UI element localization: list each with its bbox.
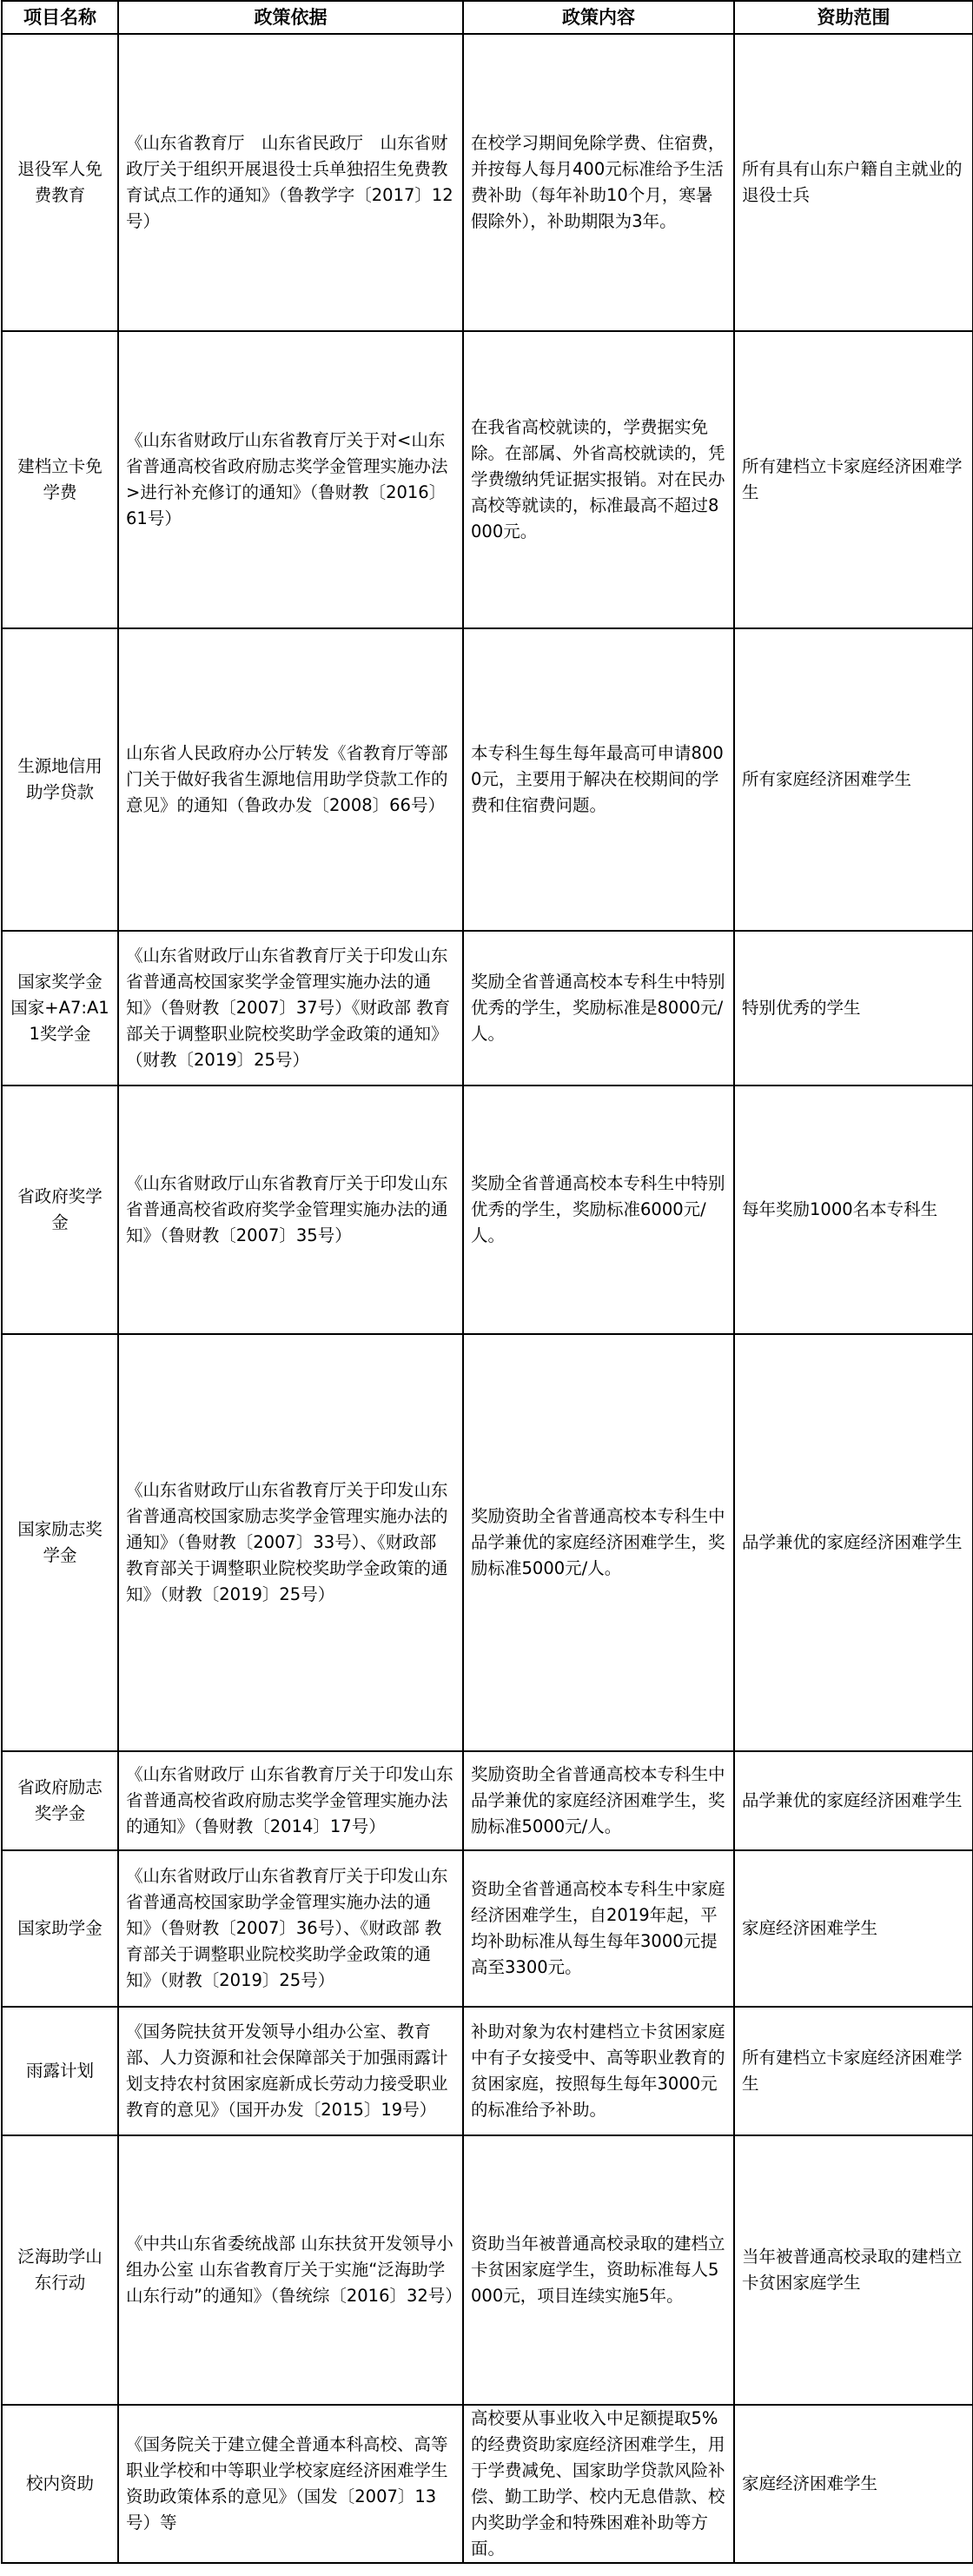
- project-name-cell: 国家助学金: [2, 1850, 118, 2007]
- table-row: [2, 1850, 973, 2007]
- policy-basis-cell: 《山东省财政厅山东省教育厅关于印发山东省普通高校省政府奖学金管理实施办法的通知》（鲁财教〔2007〕35号）: [118, 1086, 463, 1334]
- policy-table: [1, 0, 973, 2564]
- funding-scope-cell: 家庭经济困难学生: [734, 2405, 973, 2563]
- table-row: [2, 331, 973, 628]
- policy-basis-cell: 《山东省教育厅 山东省民政厅 山东省财政厅关于组织开展退役士兵单独招生免费教育试点工作的通知》（鲁教学字〔2017〕12号）: [118, 34, 463, 331]
- policy-basis-cell: 《中共山东省委统战部 山东扶贫开发领导小组办公室 山东省教育厅关于实施“泛海助学山东行动”的通知》（鲁统综〔2016〕32号）: [118, 2135, 463, 2405]
- policy-content-cell: 奖励资助全省普通高校本专科生中品学兼优的家庭经济困难学生，奖励标准5000元/人。: [463, 1334, 734, 1751]
- policy-content-cell: 奖励全省普通高校本专科生中特别优秀的学生，奖励标准6000元/人。: [463, 1086, 734, 1334]
- policy-content-cell: 资助当年被普通高校录取的建档立卡贫困家庭学生，资助标准每人5000元，项目连续实施5年。: [463, 2135, 734, 2405]
- policy-basis-cell: 《山东省财政厅山东省教育厅关于印发山东省普通高校国家励志奖学金管理实施办法的通知》（鲁财教〔2007〕33号）、《财政部 教育部关于调整职业院校奖助学金政策的通知》（财教〔2019〕25号）: [118, 1334, 463, 1751]
- policy-basis-cell: 《国务院关于建立健全普通本科高校、高等职业学校和中等职业学校家庭经济困难学生资助政策体系的意见》（国发〔2007〕13号）等: [118, 2405, 463, 2563]
- funding-scope-cell: 家庭经济困难学生: [734, 1850, 973, 2007]
- funding-scope-cell: 所有家庭经济困难学生: [734, 628, 973, 931]
- table-row: [2, 931, 973, 1086]
- policy-content-cell: 奖励全省普通高校本专科生中特别优秀的学生，奖励标准是8000元/人。: [463, 931, 734, 1086]
- policy-content-cell: 补助对象为农村建档立卡贫困家庭中有子女接受中、高等职业教育的贫困家庭，按照每生每年3000元的标准给予补助。: [463, 2007, 734, 2135]
- policy-content-cell: 在我省高校就读的，学费据实免除。在部属、外省高校就读的，凭学费缴纳凭证据实报销。对在民办高校等就读的，标准最高不超过8000元。: [463, 331, 734, 628]
- table-row: [2, 2007, 973, 2135]
- policy-basis-cell: 山东省人民政府办公厅转发《省教育厅等部门关于做好我省生源地信用助学贷款工作的意见》的通知（鲁政办发〔2008〕66号）: [118, 628, 463, 931]
- funding-scope-cell: 特别优秀的学生: [734, 931, 973, 1086]
- policy-basis-cell: 《国务院扶贫开发领导小组办公室、教育部、人力资源和社会保障部关于加强雨露计划支持农村贫困家庭新成长劳动力接受职业教育的意见》（国开办发〔2015〕19号）: [118, 2007, 463, 2135]
- policy-content-cell: 奖励资助全省普通高校本专科生中品学兼优的家庭经济困难学生，奖励标准5000元/人。: [463, 1751, 734, 1850]
- funding-scope-cell: 品学兼优的家庭经济困难学生: [734, 1751, 973, 1850]
- header-project-name: 项目名称: [2, 1, 118, 34]
- table-row: [2, 1751, 973, 1850]
- funding-scope-cell: 所有建档立卡家庭经济困难学生: [734, 2007, 973, 2135]
- table-row: [2, 628, 973, 931]
- table-row: [2, 1334, 973, 1751]
- funding-scope-cell: 当年被普通高校录取的建档立卡贫困家庭学生: [734, 2135, 973, 2405]
- project-name-cell: 国家奖学金国家+A7:A11奖学金: [2, 931, 118, 1086]
- policy-basis-cell: 《山东省财政厅山东省教育厅关于印发山东省普通高校国家奖学金管理实施办法的通知》（鲁财教〔2007〕37号）《财政部 教育部关于调整职业院校奖助学金政策的通知》（财教〔2019〕25号）: [118, 931, 463, 1086]
- table-row: [2, 2405, 973, 2563]
- project-name-cell: 生源地信用助学贷款: [2, 628, 118, 931]
- project-name-cell: 校内资助: [2, 2405, 118, 2563]
- table-row: [2, 1086, 973, 1334]
- project-name-cell: 退役军人免费教育: [2, 34, 118, 331]
- policy-basis-cell: 《山东省财政厅山东省教育厅关于对<山东省普通高校省政府励志奖学金管理实施办法>进行补充修订的通知》（鲁财教〔2016〕61号）: [118, 331, 463, 628]
- funding-scope-cell: 品学兼优的家庭经济困难学生: [734, 1334, 973, 1751]
- header-funding-scope: 资助范围: [734, 1, 973, 34]
- funding-scope-cell: 所有具有山东户籍自主就业的退役士兵: [734, 34, 973, 331]
- header-policy-content: 政策内容: [463, 1, 734, 34]
- funding-scope-cell: 每年奖励1000名本专科生: [734, 1086, 973, 1334]
- project-name-cell: 省政府奖学金: [2, 1086, 118, 1334]
- policy-content-cell: 高校要从事业收入中足额提取5%的经费资助家庭经济困难学生，用于学费减免、国家助学贷款风险补偿、勤工助学、校内无息借款、校内奖助学金和特殊困难补助等方面。: [463, 2405, 734, 2563]
- header-row: [2, 1, 973, 34]
- policy-content-cell: 在校学习期间免除学费、住宿费，并按每人每月400元标准给予生活费补助（每年补助10个月，寒暑假除外），补助期限为3年。: [463, 34, 734, 331]
- project-name-cell: 雨露计划: [2, 2007, 118, 2135]
- table-row: [2, 34, 973, 331]
- header-policy-basis: 政策依据: [118, 1, 463, 34]
- table-row: [2, 2135, 973, 2405]
- project-name-cell: 建档立卡免学费: [2, 331, 118, 628]
- policy-content-cell: 本专科生每生每年最高可申请8000元，主要用于解决在校期间的学费和住宿费问题。: [463, 628, 734, 931]
- policy-basis-cell: 《山东省财政厅山东省教育厅关于印发山东省普通高校国家助学金管理实施办法的通知》（鲁财教〔2007〕36号）、《财政部 教育部关于调整职业院校奖助学金政策的通知》（财教〔2019〕25号）: [118, 1850, 463, 2007]
- funding-scope-cell: 所有建档立卡家庭经济困难学生: [734, 331, 973, 628]
- project-name-cell: 泛海助学山东行动: [2, 2135, 118, 2405]
- policy-basis-cell: 《山东省财政厅 山东省教育厅关于印发山东省普通高校省政府励志奖学金管理实施办法的通知》（鲁财教〔2014〕17号）: [118, 1751, 463, 1850]
- project-name-cell: 国家励志奖学金: [2, 1334, 118, 1751]
- project-name-cell: 省政府励志奖学金: [2, 1751, 118, 1850]
- policy-content-cell: 资助全省普通高校本专科生中家庭经济困难学生，自2019年起，平均补助标准从每生每年3000元提高至3300元。: [463, 1850, 734, 2007]
